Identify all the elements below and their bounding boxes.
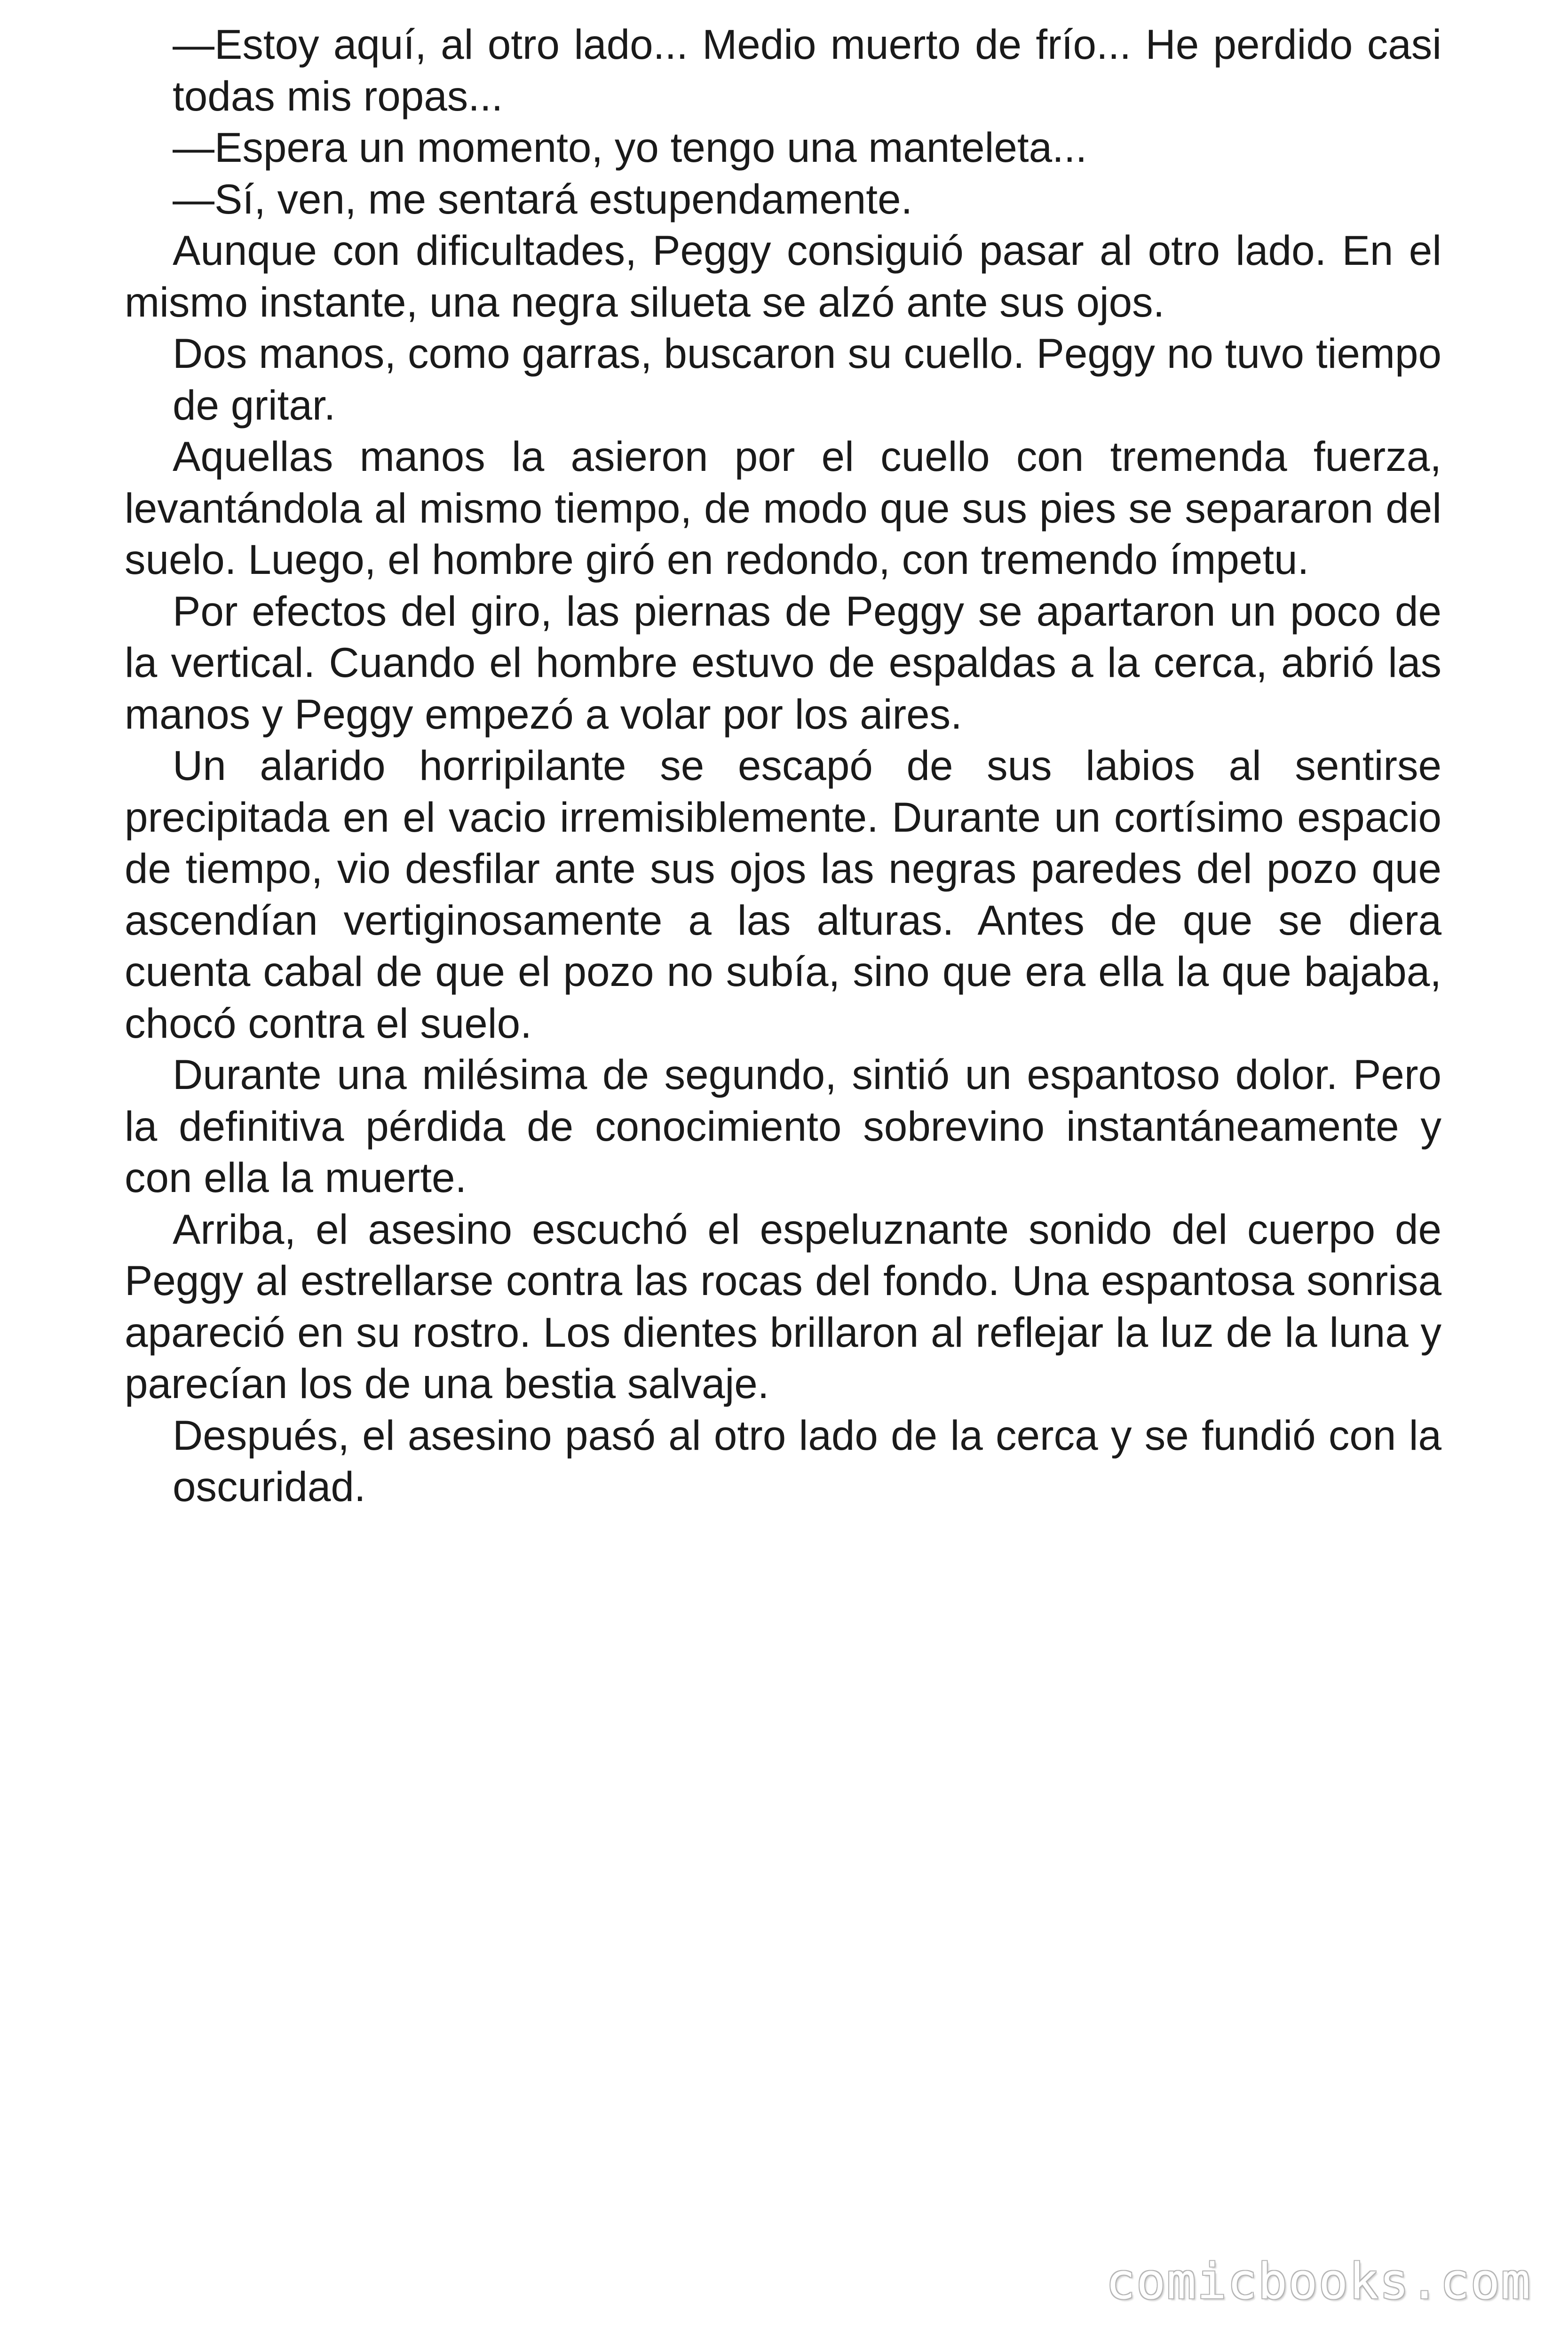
dialogue-paragraph: —Estoy aquí, al otro lado... Medio muerto de frío... He perdido casi todas mis ropas... — [173, 21, 1441, 119]
narrative-paragraph: Aquellas manos la asieron por el cuello con tremenda fuerza, levantándola al mismo tiempo, de modo que sus pies se separaron del suelo. Luego, el hombre giró en redondo, con tremendo ímpetu. — [125, 433, 1441, 583]
narrative-paragraph: Un alarido horripilante se escapó de sus labios al sentirse precipitada en el vacio irremisiblemente. Durante un cortísimo espacio de tiempo, vio desfilar ante sus ojos las negras paredes del pozo que ascendían vertiginosamente a las alturas. Antes de que se diera cuenta cabal de que el pozo no subía, sino que era ella la que bajaba, chocó contra el suelo. — [125, 742, 1441, 1047]
dialogue-paragraph: —Sí, ven, me sentará estupendamente. — [173, 175, 913, 222]
narrative-paragraph: Dos manos, como garras, buscaron su cuello. Peggy no tuvo tiempo de gritar. — [173, 330, 1441, 429]
narrative-paragraph: Arriba, el asesino escuchó el espeluznante sonido del cuerpo de Peggy al estrellarse contra las rocas del fondo. Una espantosa sonrisa apareció en su rostro. Los dientes brillaron al reflejar la luz de la luna y parecían los de una bestia salvaje. — [125, 1205, 1441, 1407]
body-text — [125, 19, 1441, 1513]
narrative-paragraph: Después, el asesino pasó al otro lado de la cerca y se fundió con la oscuridad. — [173, 1411, 1441, 1510]
narrative-paragraph: Por efectos del giro, las piernas de Peggy se apartaron un poco de la vertical. Cuando el hombre estuvo de espaldas a la cerca, abrió las manos y Peggy empezó a volar por los aires. — [125, 587, 1441, 738]
site-watermark: comicbooks.com — [1106, 2253, 1531, 2310]
dialogue-paragraph: —Espera un momento, yo tengo una manteleta... — [173, 124, 1087, 171]
narrative-paragraph: Aunque con dificultades, Peggy consiguió pasar al otro lado. En el mismo instante, una negra silueta se alzó ante sus ojos. — [125, 227, 1441, 326]
narrative-paragraph: Durante una milésima de segundo, sintió un espantoso dolor. Pero la definitiva pérdida de conocimiento sobrevino instantáneamente y con ella la muerte. — [125, 1051, 1441, 1201]
